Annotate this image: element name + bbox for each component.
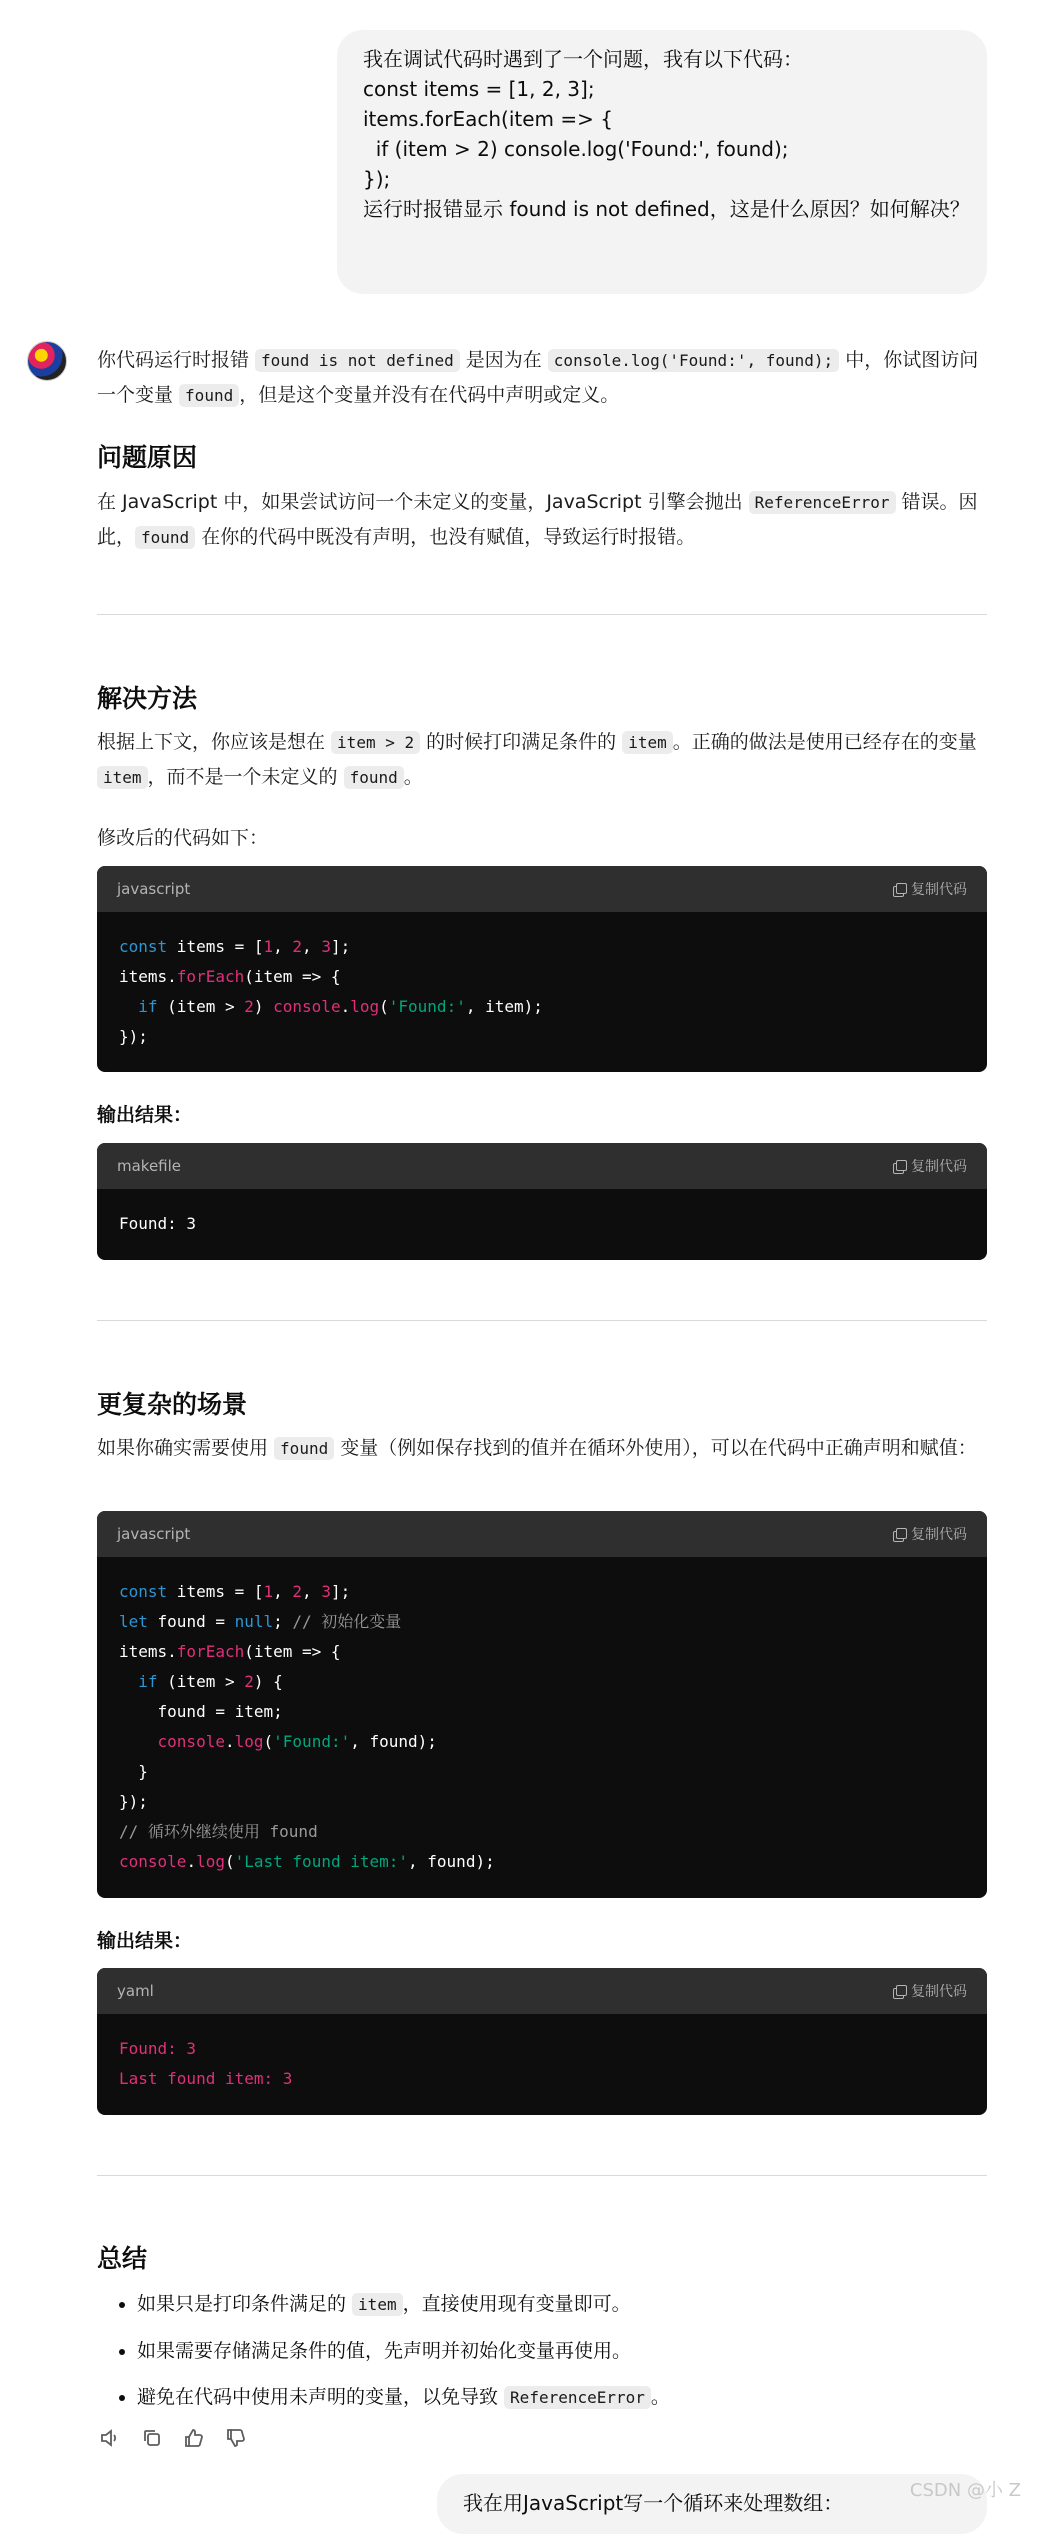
solution-text: 根据上下文，你应该是想在 bbox=[97, 731, 332, 753]
output-line: Last found item: 3 bbox=[119, 2069, 293, 2088]
modified-label bbox=[97, 821, 987, 856]
output-title-2 bbox=[97, 1926, 987, 1953]
output-heading: 输出结果： bbox=[97, 1104, 193, 1126]
user-message-bubble bbox=[437, 2474, 987, 2534]
user-message-line: items.forEach(item => { bbox=[363, 107, 613, 131]
code-header bbox=[97, 1968, 987, 2014]
intro-text: 中，你试图访问一个变量 bbox=[97, 349, 979, 406]
solution-text: 的时候打印满足条件的 bbox=[420, 731, 623, 753]
output-block bbox=[97, 1143, 987, 1260]
code-header bbox=[97, 866, 987, 912]
code-header bbox=[97, 1143, 987, 1189]
user-message-line: const items = [1, 2, 3]; bbox=[363, 77, 595, 101]
inline-code: item bbox=[622, 731, 673, 754]
summary-text: ，直接使用现有变量即可。 bbox=[402, 2293, 631, 2315]
cause-paragraph bbox=[97, 485, 987, 555]
user-message-line: }); bbox=[363, 167, 391, 191]
output-title-1 bbox=[97, 1100, 987, 1127]
assistant-avatar bbox=[27, 341, 67, 381]
code-header bbox=[97, 1511, 987, 1557]
thumbs-up-icon[interactable] bbox=[182, 2426, 206, 2450]
solution-paragraph bbox=[97, 725, 987, 795]
watermark: CSDN @小 Z bbox=[909, 2480, 1021, 2501]
copy-code-label: 复制代码 bbox=[911, 1984, 967, 2000]
copy-code-label: 复制代码 bbox=[911, 1527, 967, 1543]
summary-text: 避免在代码中使用未声明的变量，以免导致 bbox=[137, 2386, 505, 2408]
cause-text: 错误。因此， bbox=[97, 491, 978, 548]
user-message-line: 我在调试代码时遇到了一个问题，我有以下代码： bbox=[363, 47, 803, 71]
copy-code-label: 复制代码 bbox=[911, 882, 967, 898]
output-line: Found: 3 bbox=[119, 2039, 197, 2058]
modified-text: 修改后的代码如下： bbox=[97, 827, 269, 849]
copy-icon bbox=[893, 1160, 905, 1172]
code-content: const items = [1, 2, 3]; let found = null; // 初始化变量 items.forEach(item => { if (item > 2) { found = item; console.log('Found:', found); } }); // 循环外继续使用 found console.log('Last found item:', found); bbox=[119, 1582, 495, 1871]
inline-code: ReferenceError bbox=[749, 491, 896, 514]
user-message-line: if (item > 2) console.log('Found:', found); bbox=[363, 137, 789, 161]
solution-text: ，而不是一个未定义的 bbox=[147, 766, 344, 788]
section-heading: 问题原因 bbox=[97, 443, 198, 472]
intro-text: ，但是这个变量并没有在代码中声明或定义。 bbox=[239, 384, 620, 406]
inline-code: found bbox=[344, 766, 404, 789]
inline-code: found bbox=[274, 1437, 334, 1460]
code-language: makefile bbox=[117, 1157, 182, 1175]
section-heading: 更复杂的场景 bbox=[97, 1390, 248, 1419]
inline-code: item bbox=[352, 2293, 403, 2316]
inline-code: found bbox=[179, 384, 239, 407]
section-heading: 解决方法 bbox=[97, 684, 198, 713]
list-item: • 如果需要存储满足条件的值，先声明并初始化变量再使用。 bbox=[137, 2328, 1027, 2374]
divider bbox=[97, 614, 987, 615]
copy-icon bbox=[893, 1985, 905, 1997]
copy-code-button[interactable] bbox=[893, 879, 967, 899]
complex-section bbox=[97, 1385, 987, 1421]
output-content bbox=[97, 2014, 987, 2114]
thumbs-down-icon[interactable] bbox=[224, 2426, 248, 2450]
speaker-icon[interactable] bbox=[98, 2426, 122, 2450]
cause-text: 在你的代码中既没有声明，也没有赋值，导致运行时报错。 bbox=[195, 526, 696, 548]
inline-code: found bbox=[135, 526, 195, 549]
copy-code-button[interactable] bbox=[893, 1524, 967, 1544]
output-content: Found: 3 bbox=[119, 1214, 197, 1233]
output-block bbox=[97, 1968, 987, 2115]
summary-list bbox=[97, 2281, 1027, 2421]
cause-section bbox=[97, 438, 987, 474]
inline-code: found is not defined bbox=[255, 349, 460, 372]
answer-intro bbox=[97, 343, 987, 413]
code-language: javascript bbox=[117, 1525, 191, 1543]
intro-text: 你代码运行时报错 bbox=[97, 349, 256, 371]
message-actions bbox=[98, 2426, 248, 2450]
copy-code-button[interactable] bbox=[893, 1981, 967, 2001]
copy-icon bbox=[893, 1528, 905, 1540]
code-block bbox=[97, 866, 987, 1072]
complex-text: 变量（例如保存找到的值并在循环外使用），可以在代码中正确声明和赋值： bbox=[334, 1437, 977, 1459]
code-content: const items = [1, 2, 3]; items.forEach(item => { if (item > 2) console.log('Found:', item); }); bbox=[119, 937, 543, 1046]
summary-text: 如果只是打印条件满足的 bbox=[137, 2293, 353, 2315]
inline-code: ReferenceError bbox=[504, 2386, 651, 2409]
intro-text: 是因为在 bbox=[459, 349, 548, 371]
inline-code: console.log('Found:', found); bbox=[548, 349, 839, 372]
inline-code: item > 2 bbox=[331, 731, 420, 754]
solution-section bbox=[97, 679, 987, 715]
user-message-bubble bbox=[337, 30, 987, 294]
section-heading: 总结 bbox=[97, 2244, 148, 2273]
output-heading: 输出结果： bbox=[97, 1930, 193, 1952]
summary-text: 。 bbox=[650, 2386, 670, 2408]
code-language: javascript bbox=[117, 880, 191, 898]
user-message-line: 运行时报错显示 found is not defined，这是什么原因？如何解决？ bbox=[363, 197, 970, 221]
inline-code: item bbox=[97, 766, 148, 789]
copy-code-label: 复制代码 bbox=[911, 1159, 967, 1175]
code-block bbox=[97, 1511, 987, 1898]
list-item bbox=[137, 2281, 1027, 2328]
cause-text: 在 JavaScript 中，如果尝试访问一个未定义的变量，JavaScript 引擎会抛出 bbox=[97, 491, 749, 513]
list-item bbox=[137, 2374, 1027, 2421]
code-language: yaml bbox=[117, 1982, 154, 2000]
user-message-text: 我在用JavaScript写一个循环来处理数组： bbox=[463, 2491, 844, 2515]
summary-section bbox=[97, 2239, 987, 2275]
copy-icon[interactable] bbox=[140, 2426, 164, 2450]
solution-text: 。正确的做法是使用已经存在的变量 bbox=[672, 731, 977, 753]
copy-icon bbox=[893, 883, 905, 895]
complex-paragraph bbox=[97, 1431, 987, 1466]
divider bbox=[97, 1320, 987, 1321]
divider bbox=[97, 2175, 987, 2176]
copy-code-button[interactable] bbox=[893, 1156, 967, 1176]
complex-text: 如果你确实需要使用 bbox=[97, 1437, 275, 1459]
solution-text: 。 bbox=[403, 766, 423, 788]
